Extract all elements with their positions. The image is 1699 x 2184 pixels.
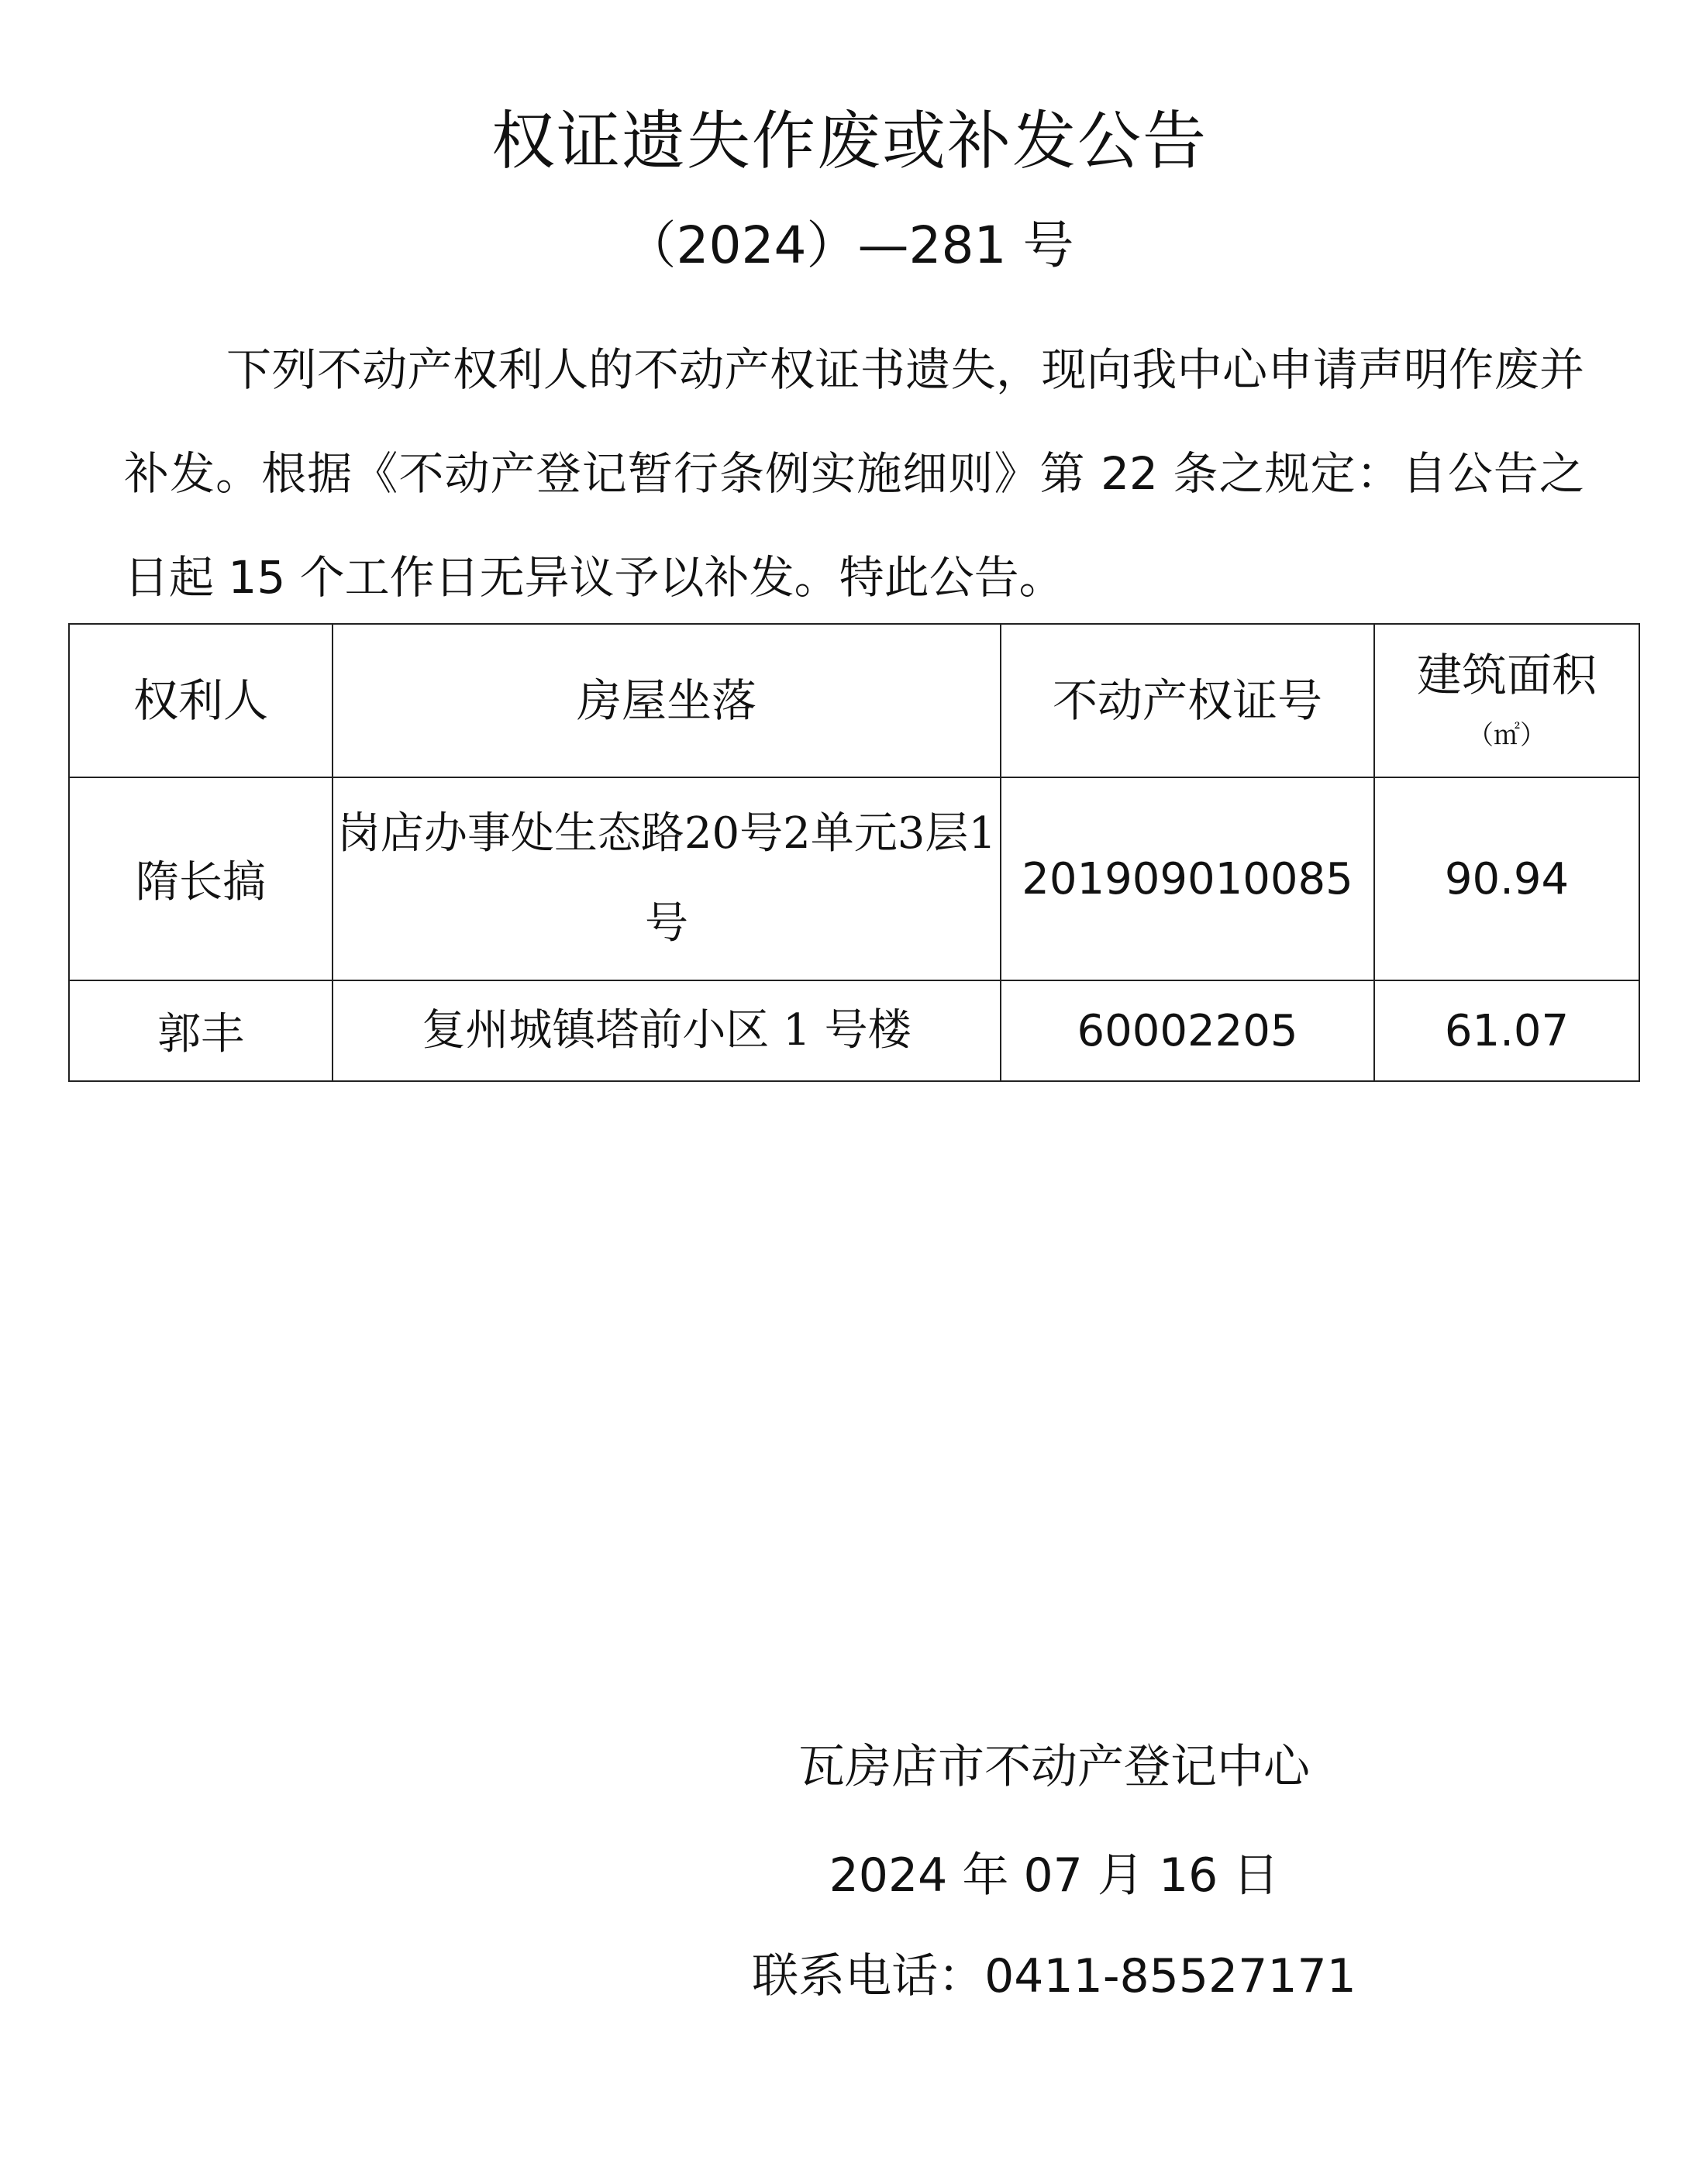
cell-area: 61.07	[1374, 980, 1639, 1081]
header-area-label: 建筑面积	[1416, 649, 1597, 701]
cell-location: 复州城镇塔前小区 1 号楼	[333, 980, 1001, 1081]
issue-date: 2024 年 07 月 16 日	[829, 1848, 1280, 1903]
notice-title: 权证遗失作废或补发公告	[491, 105, 1208, 178]
table-row	[69, 777, 1639, 980]
table-header-row	[69, 624, 1639, 777]
header-area	[1374, 624, 1639, 777]
cell-cert-no: 201909010085	[1001, 777, 1374, 980]
contact-phone: 联系电话：0411-85527171	[752, 1949, 1356, 2003]
document-number: （2024）—281 号	[625, 215, 1074, 275]
cell-cert-no: 60002205	[1001, 980, 1374, 1081]
notice-body-text: 下列不动产权利人的不动产权证书遗失，现向我中心申请声明作废并补发。根据《不动产登记暂行条例实施细则》第 22 条之规定：自公告之日起 15 个工作日无异议予以补发。特此公告。	[124, 343, 1584, 604]
lost-certificate-table	[68, 623, 1640, 1082]
issuing-organization: 瓦房店市不动产登记中心	[798, 1740, 1310, 1794]
header-cert-no: 不动产权证号	[1001, 624, 1374, 777]
cell-holder: 隋长搞	[69, 777, 333, 980]
cell-location: 岗店办事处生态路20号2单元3层1号	[333, 777, 1001, 980]
table-row	[69, 980, 1639, 1081]
header-location: 房屋坐落	[333, 624, 1001, 777]
cell-area: 90.94	[1374, 777, 1639, 980]
header-area-unit: （㎡）	[1467, 720, 1546, 751]
cell-holder: 郭丰	[69, 980, 333, 1081]
header-holder: 权利人	[69, 624, 333, 777]
